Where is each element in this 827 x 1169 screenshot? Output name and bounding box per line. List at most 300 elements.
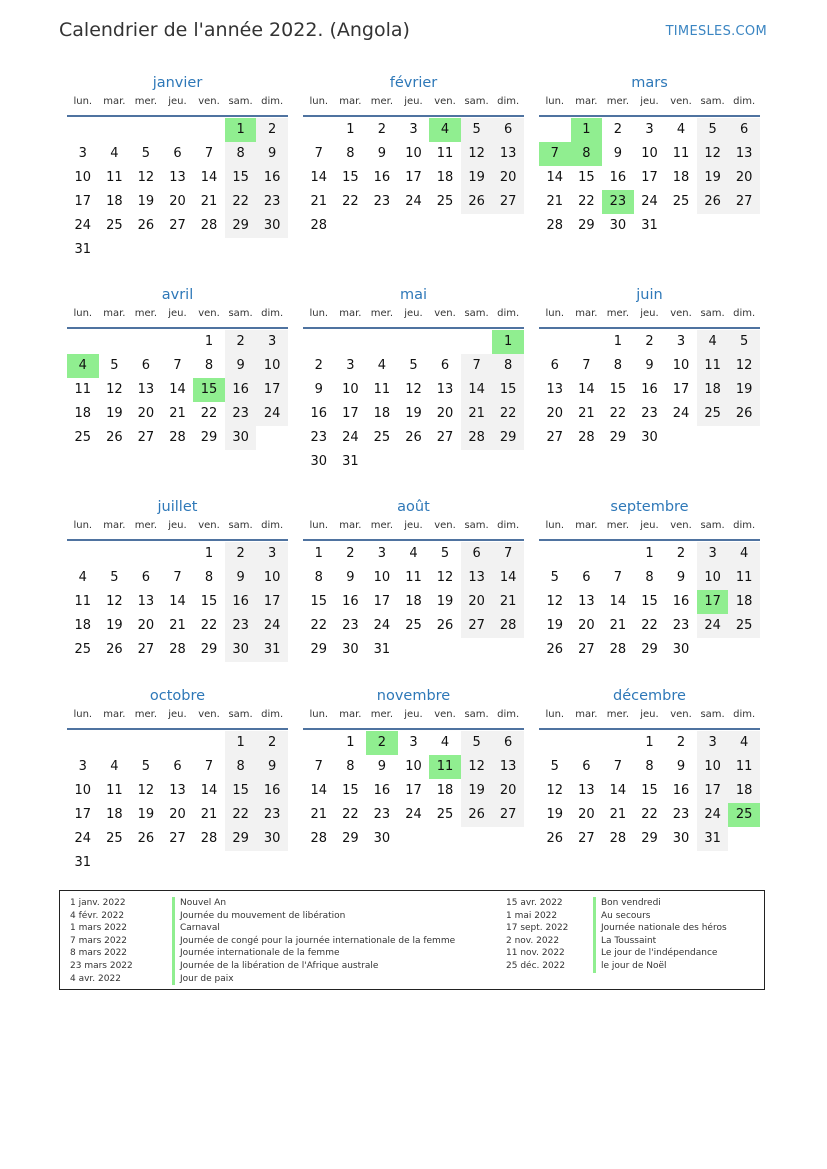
weekday-label: dim. xyxy=(497,709,520,720)
day-cell: 5 xyxy=(141,759,151,774)
weekday-label: mer. xyxy=(134,709,158,720)
day-cell: 29 xyxy=(641,831,658,846)
weekend-day: 24 xyxy=(256,402,288,426)
day-cell: 25 xyxy=(436,194,454,209)
weekday-label: mer. xyxy=(370,520,394,531)
week-row xyxy=(303,166,524,190)
day-cell: 26 xyxy=(546,642,564,657)
day-cell: 21 xyxy=(578,406,595,421)
weekend-day: 3 xyxy=(256,330,288,354)
day-cell: 1 xyxy=(346,735,355,750)
day-cell: 11 xyxy=(373,382,391,397)
day-grid xyxy=(303,731,524,851)
day-cell: 17 xyxy=(641,170,658,185)
holiday-date: 7 mars 2022 xyxy=(70,935,128,946)
day-cell: 11 xyxy=(106,783,123,798)
week-row xyxy=(303,542,524,566)
weekend-day: 25 xyxy=(728,614,760,638)
month-block xyxy=(303,285,524,474)
weekend-day: 16 xyxy=(225,590,257,614)
holiday-date: 1 mai 2022 xyxy=(506,910,558,921)
day-cell: 31 xyxy=(74,855,92,870)
weekday-label: sam. xyxy=(464,96,489,107)
week-row xyxy=(67,779,288,803)
day-cell: 23 xyxy=(373,807,391,822)
week-row xyxy=(67,827,288,851)
weekday-label: mer. xyxy=(134,520,158,531)
day-grid xyxy=(67,542,288,662)
legend-right-names xyxy=(593,897,727,973)
holiday-name: Le jour de l'indépendance xyxy=(593,947,727,960)
weekend-day: 29 xyxy=(492,426,524,450)
day-cell: 8 xyxy=(346,146,355,161)
week-row xyxy=(539,542,760,566)
weekday-label: mer. xyxy=(370,709,394,720)
day-cell: 14 xyxy=(578,382,595,397)
empty-cell xyxy=(99,542,131,566)
holiday-date: 15 avr. 2022 xyxy=(506,898,563,908)
day-cell: 12 xyxy=(436,570,454,585)
day-cell: 27 xyxy=(578,831,595,846)
empty-cell xyxy=(602,542,634,566)
weekday-header xyxy=(67,307,288,327)
day-grid xyxy=(539,330,760,450)
empty-cell xyxy=(492,450,524,474)
day-grid xyxy=(67,118,288,262)
weekend-day: 6 xyxy=(461,542,493,566)
day-cell: 24 xyxy=(672,406,690,421)
empty-cell xyxy=(193,731,225,755)
empty-cell xyxy=(539,118,571,142)
week-row xyxy=(303,142,524,166)
day-cell: 16 xyxy=(373,170,391,185)
day-cell: 29 xyxy=(578,218,595,233)
brand-link[interactable]: TIMESLES.COM xyxy=(665,24,767,39)
week-row xyxy=(303,190,524,214)
week-row xyxy=(303,378,524,402)
day-cell: 3 xyxy=(377,546,387,561)
day-cell: 24 xyxy=(405,807,422,822)
weekend-day: 11 xyxy=(728,566,760,590)
month-block xyxy=(539,497,760,662)
day-cell: 5 xyxy=(550,570,559,585)
empty-cell xyxy=(461,638,493,662)
day-cell: 14 xyxy=(310,170,328,185)
day-cell: 23 xyxy=(672,618,690,633)
empty-cell xyxy=(602,731,634,755)
holiday-date: 2 nov. 2022 xyxy=(506,935,560,946)
header-divider xyxy=(67,115,288,117)
weekend-day: 29 xyxy=(225,214,257,238)
weekend-day: 26 xyxy=(697,190,729,214)
holiday-day: 25 xyxy=(728,803,760,827)
week-row xyxy=(303,426,524,450)
week-row xyxy=(539,190,760,214)
weekend-day: 31 xyxy=(256,638,288,662)
month-name: décembre xyxy=(613,688,686,704)
day-cell: 8 xyxy=(645,570,654,585)
empty-cell xyxy=(366,214,398,238)
day-cell: 10 xyxy=(373,570,391,585)
day-cell: 20 xyxy=(436,406,454,421)
day-cell: 19 xyxy=(405,406,422,421)
weekend-day: 9 xyxy=(225,354,257,378)
day-cell: 21 xyxy=(609,618,627,633)
empty-cell xyxy=(99,238,131,262)
day-cell: 10 xyxy=(641,146,658,161)
empty-cell xyxy=(99,330,131,354)
weekday-label: mar. xyxy=(575,709,598,720)
week-row xyxy=(539,118,760,142)
day-cell: 18 xyxy=(436,170,454,185)
weekend-day: 6 xyxy=(492,731,524,755)
empty-cell xyxy=(130,542,162,566)
day-cell: 7 xyxy=(204,146,214,161)
weekend-day: 7 xyxy=(492,542,524,566)
day-cell: 9 xyxy=(645,358,654,373)
weekend-day: 13 xyxy=(461,566,493,590)
day-cell: 5 xyxy=(110,570,119,585)
day-cell: 18 xyxy=(74,406,92,421)
day-cell: 8 xyxy=(645,759,654,774)
holiday-name: Journée du mouvement de libération xyxy=(172,910,455,923)
day-cell: 16 xyxy=(609,170,627,185)
weekend-day: 27 xyxy=(728,190,760,214)
day-cell: 29 xyxy=(200,430,218,445)
header-divider xyxy=(303,728,524,730)
empty-cell xyxy=(67,542,99,566)
empty-cell xyxy=(335,214,367,238)
weekend-day: 3 xyxy=(256,542,288,566)
week-row xyxy=(67,542,288,566)
weekday-label: mer. xyxy=(606,308,630,319)
day-cell: 24 xyxy=(641,194,658,209)
holiday-name: Carnaval xyxy=(172,922,455,935)
weekday-label: ven. xyxy=(670,96,692,107)
empty-cell xyxy=(130,330,162,354)
weekday-label: dim. xyxy=(497,96,520,107)
day-cell: 5 xyxy=(110,358,119,373)
day-cell: 19 xyxy=(106,406,123,421)
weekday-label: mer. xyxy=(370,308,394,319)
weekday-label: ven. xyxy=(198,96,220,107)
weekend-day: 15 xyxy=(225,779,257,803)
day-cell: 6 xyxy=(141,570,151,585)
day-cell: 21 xyxy=(200,194,218,209)
empty-cell xyxy=(728,827,760,851)
day-cell: 14 xyxy=(169,594,186,609)
day-cell: 15 xyxy=(641,594,658,609)
weekday-label: lun. xyxy=(309,520,329,531)
header-divider xyxy=(303,327,524,329)
weekday-label: jeu. xyxy=(168,709,187,720)
day-cell: 15 xyxy=(578,170,595,185)
day-cell: 8 xyxy=(204,570,214,585)
holiday-date: 1 janv. 2022 xyxy=(70,898,126,908)
day-cell: 16 xyxy=(310,406,328,421)
day-cell: 3 xyxy=(676,334,686,349)
week-row xyxy=(539,590,760,614)
weekend-day: 24 xyxy=(697,614,729,638)
weekday-label: ven. xyxy=(670,520,692,531)
day-cell: 9 xyxy=(377,759,387,774)
week-row xyxy=(303,614,524,638)
week-row xyxy=(539,426,760,450)
week-row xyxy=(539,330,760,354)
day-cell: 7 xyxy=(613,570,623,585)
day-cell: 2 xyxy=(676,546,686,561)
weekend-day: 16 xyxy=(225,378,257,402)
empty-cell xyxy=(193,238,225,262)
day-cell: 26 xyxy=(405,430,422,445)
weekend-day: 19 xyxy=(728,378,760,402)
week-row xyxy=(303,803,524,827)
day-cell: 13 xyxy=(546,382,564,397)
day-cell: 31 xyxy=(74,242,92,257)
day-cell: 6 xyxy=(582,570,591,585)
week-row xyxy=(539,614,760,638)
holiday-day: 15 xyxy=(193,378,225,402)
day-grid xyxy=(539,118,760,238)
empty-cell xyxy=(461,214,493,238)
holiday-date: 8 mars 2022 xyxy=(70,948,128,959)
day-cell: 28 xyxy=(310,218,328,233)
weekday-label: mar. xyxy=(103,96,126,107)
day-cell: 26 xyxy=(436,618,454,633)
day-cell: 17 xyxy=(672,382,690,397)
day-cell: 27 xyxy=(578,642,595,657)
weekend-day: 30 xyxy=(256,827,288,851)
weekend-day: 10 xyxy=(697,755,729,779)
day-cell: 2 xyxy=(613,122,623,137)
empty-cell xyxy=(398,827,430,851)
weekday-header xyxy=(303,708,524,728)
week-row xyxy=(539,378,760,402)
day-cell: 3 xyxy=(78,146,87,161)
empty-cell xyxy=(99,731,131,755)
weekday-label: jeu. xyxy=(640,709,659,720)
day-cell: 6 xyxy=(582,759,591,774)
day-grid xyxy=(539,731,760,851)
holiday-legend xyxy=(59,890,765,990)
day-cell: 13 xyxy=(578,783,595,798)
day-cell: 15 xyxy=(609,382,627,397)
week-row xyxy=(67,755,288,779)
weekday-label: mar. xyxy=(339,520,362,531)
empty-cell xyxy=(728,214,760,238)
empty-cell xyxy=(256,851,288,875)
empty-cell xyxy=(162,238,194,262)
weekday-label: ven. xyxy=(198,709,220,720)
day-cell: 28 xyxy=(169,642,186,657)
day-cell: 20 xyxy=(169,807,186,822)
day-cell: 7 xyxy=(204,759,214,774)
weekend-day: 12 xyxy=(697,142,729,166)
weekday-label: dim. xyxy=(261,520,284,531)
month-name: mars xyxy=(631,75,668,91)
weekend-day: 13 xyxy=(728,142,760,166)
day-cell: 22 xyxy=(200,618,218,633)
weekday-label: jeu. xyxy=(640,96,659,107)
day-cell: 30 xyxy=(342,642,359,657)
weekday-label: mar. xyxy=(103,709,126,720)
empty-cell xyxy=(130,731,162,755)
header-divider xyxy=(539,115,760,117)
day-cell: 18 xyxy=(106,194,123,209)
month-block xyxy=(67,285,288,450)
day-cell: 17 xyxy=(74,194,92,209)
weekday-label: mar. xyxy=(575,520,598,531)
week-row xyxy=(539,827,760,851)
day-cell: 28 xyxy=(310,831,328,846)
week-row xyxy=(539,566,760,590)
header-divider xyxy=(539,728,760,730)
holiday-name: Jour de paix xyxy=(172,973,455,986)
day-cell: 4 xyxy=(110,759,119,774)
weekend-day: 26 xyxy=(728,402,760,426)
weekday-header xyxy=(539,307,760,327)
holiday-date: 4 févr. 2022 xyxy=(70,910,125,921)
day-cell: 1 xyxy=(346,122,355,137)
weekend-day: 1 xyxy=(225,731,257,755)
month-name: juillet xyxy=(157,499,198,515)
holiday-day: 8 xyxy=(571,142,603,166)
weekend-day: 12 xyxy=(728,354,760,378)
weekday-label: dim. xyxy=(733,520,756,531)
day-cell: 21 xyxy=(546,194,564,209)
day-cell: 2 xyxy=(645,334,654,349)
day-cell: 5 xyxy=(440,546,450,561)
day-cell: 25 xyxy=(106,218,123,233)
weekday-label: jeu. xyxy=(168,308,187,319)
day-cell: 4 xyxy=(409,546,418,561)
weekend-day: 5 xyxy=(697,118,729,142)
week-row xyxy=(539,803,760,827)
empty-cell xyxy=(162,542,194,566)
weekday-label: mar. xyxy=(339,308,362,319)
day-cell: 24 xyxy=(342,430,359,445)
weekday-label: sam. xyxy=(700,96,725,107)
weekday-label: ven. xyxy=(434,96,456,107)
weekend-day: 7 xyxy=(461,354,493,378)
month-name: août xyxy=(397,499,430,515)
empty-cell xyxy=(429,638,461,662)
empty-cell xyxy=(665,214,697,238)
month-block xyxy=(539,73,760,238)
day-cell: 28 xyxy=(609,642,627,657)
day-cell: 3 xyxy=(78,759,87,774)
day-cell: 5 xyxy=(409,358,418,373)
day-cell: 17 xyxy=(342,406,359,421)
day-cell: 2 xyxy=(346,546,355,561)
header-divider xyxy=(303,539,524,541)
holiday-name: Bon vendredi xyxy=(593,897,727,910)
weekday-label: sam. xyxy=(464,709,489,720)
weekday-label: ven. xyxy=(670,709,692,720)
day-cell: 16 xyxy=(342,594,359,609)
day-cell: 29 xyxy=(200,642,218,657)
day-cell: 25 xyxy=(106,831,123,846)
day-grid xyxy=(303,542,524,662)
weekend-day: 23 xyxy=(225,614,257,638)
day-cell: 8 xyxy=(346,759,355,774)
day-cell: 30 xyxy=(609,218,627,233)
empty-cell xyxy=(728,426,760,450)
weekend-day: 22 xyxy=(225,190,257,214)
day-cell: 5 xyxy=(141,146,151,161)
weekend-day: 26 xyxy=(461,803,493,827)
day-cell: 3 xyxy=(409,735,418,750)
day-cell: 21 xyxy=(609,807,627,822)
weekend-day: 23 xyxy=(256,190,288,214)
week-row xyxy=(539,755,760,779)
day-cell: 6 xyxy=(173,146,182,161)
weekday-label: mar. xyxy=(575,308,598,319)
empty-cell xyxy=(99,851,131,875)
holiday-name: Journée internationale de la femme xyxy=(172,947,455,960)
legend-left-names xyxy=(172,897,455,985)
weekend-day: 2 xyxy=(256,731,288,755)
day-cell: 2 xyxy=(314,358,323,373)
day-cell: 4 xyxy=(676,122,686,137)
weekend-day: 20 xyxy=(461,590,493,614)
weekend-day: 25 xyxy=(697,402,729,426)
day-cell: 27 xyxy=(436,430,454,445)
week-row xyxy=(67,214,288,238)
month-name: octobre xyxy=(149,688,206,704)
weekday-label: dim. xyxy=(733,709,756,720)
weekend-day: 22 xyxy=(492,402,524,426)
weekend-day: 12 xyxy=(461,755,493,779)
weekday-label: sam. xyxy=(228,709,253,720)
day-cell: 13 xyxy=(169,170,186,185)
day-cell: 18 xyxy=(672,170,690,185)
week-row xyxy=(303,330,524,354)
day-cell: 18 xyxy=(436,783,454,798)
empty-cell xyxy=(335,330,367,354)
day-cell: 13 xyxy=(436,382,454,397)
day-cell: 28 xyxy=(200,831,218,846)
day-cell: 30 xyxy=(672,642,690,657)
holiday-day: 11 xyxy=(429,755,461,779)
weekday-label: lun. xyxy=(73,308,93,319)
day-cell: 24 xyxy=(405,194,422,209)
empty-cell xyxy=(492,214,524,238)
weekend-day: 14 xyxy=(492,566,524,590)
day-cell: 30 xyxy=(672,831,690,846)
weekend-day: 18 xyxy=(728,779,760,803)
day-cell: 20 xyxy=(137,618,155,633)
day-cell: 18 xyxy=(405,594,422,609)
day-cell: 1 xyxy=(204,334,214,349)
weekday-label: ven. xyxy=(198,308,220,319)
month-block xyxy=(303,497,524,662)
day-cell: 19 xyxy=(436,594,454,609)
weekday-header xyxy=(67,519,288,539)
weekend-day: 5 xyxy=(461,731,493,755)
day-cell: 1 xyxy=(645,546,654,561)
week-row xyxy=(303,214,524,238)
day-cell: 21 xyxy=(169,406,186,421)
day-cell: 25 xyxy=(74,642,92,657)
weekend-day: 3 xyxy=(697,731,729,755)
week-row xyxy=(303,566,524,590)
day-cell: 10 xyxy=(405,146,422,161)
weekday-label: lun. xyxy=(73,709,93,720)
day-cell: 1 xyxy=(613,334,623,349)
week-row xyxy=(67,590,288,614)
week-row xyxy=(67,638,288,662)
